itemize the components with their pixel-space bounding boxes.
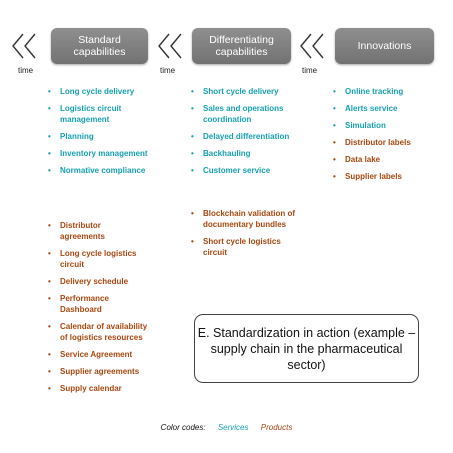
list-item: • Blockchain validation of documentary bundles — [191, 208, 301, 230]
list-item: • Sales and operations coordination — [191, 103, 301, 125]
list-item: • Data lake — [333, 154, 443, 165]
list-item: • Supplier agreements — [48, 366, 148, 377]
list-item: • Online tracking — [333, 86, 443, 97]
stage-standard-capabilities: Standard capabilities — [51, 28, 148, 64]
list-item: • Calendar of availability of logistics resources — [48, 321, 148, 343]
list-item: • Normative compliance — [48, 165, 148, 176]
list-item: • Supply calendar — [48, 383, 148, 394]
list-item: • Performance Dashboard — [48, 293, 148, 315]
list-item: • Alerts service — [333, 103, 443, 114]
list-item: • Backhauling — [191, 148, 301, 159]
list-item: • Inventory management — [48, 148, 148, 159]
legend-label: Color codes: — [160, 423, 206, 432]
time-label: time — [18, 66, 34, 75]
list-item: • Customer service — [191, 165, 301, 176]
chevron-left-icon — [298, 31, 326, 61]
list-item: • Simulation — [333, 120, 443, 131]
list-item: • Distributor agreements — [48, 220, 148, 242]
list-item: • Logistics circuit management — [48, 103, 148, 125]
list-item: • Delivery schedule — [48, 276, 148, 287]
example-note-text: E. Standardization in action (example – supply chain in the pharmaceutical sector) — [197, 325, 416, 372]
list-item: • Planning — [48, 131, 148, 142]
standard-services-list — [48, 86, 148, 182]
legend-products: Products — [260, 423, 293, 432]
chevron-left-icon — [156, 31, 184, 61]
differentiating-products-list — [191, 208, 301, 264]
example-note-box — [194, 314, 419, 383]
list-item: • Service Agreement — [48, 349, 148, 360]
legend-services: Services — [217, 423, 249, 432]
list-item: • Long cycle delivery — [48, 86, 148, 97]
stage-differentiating-capabilities: Differentiating capabilities — [192, 28, 291, 64]
time-label: time — [302, 66, 318, 75]
list-item: • Supplier labels — [333, 171, 443, 182]
standard-products-list — [48, 220, 148, 400]
list-item: • Long cycle logistics circuit — [48, 248, 148, 270]
innovations-services-list — [333, 86, 443, 188]
list-item: • Distributor labels — [333, 137, 443, 148]
color-legend — [0, 423, 453, 432]
list-item: • Delayed differentiation — [191, 131, 301, 142]
time-label: time — [160, 66, 176, 75]
chevron-left-icon — [10, 31, 38, 61]
stage-innovations: Innovations — [335, 28, 434, 64]
differentiating-services-list — [191, 86, 301, 182]
list-item: • Short cycle logistics circuit — [191, 236, 301, 258]
list-item: • Short cycle delivery — [191, 86, 301, 97]
